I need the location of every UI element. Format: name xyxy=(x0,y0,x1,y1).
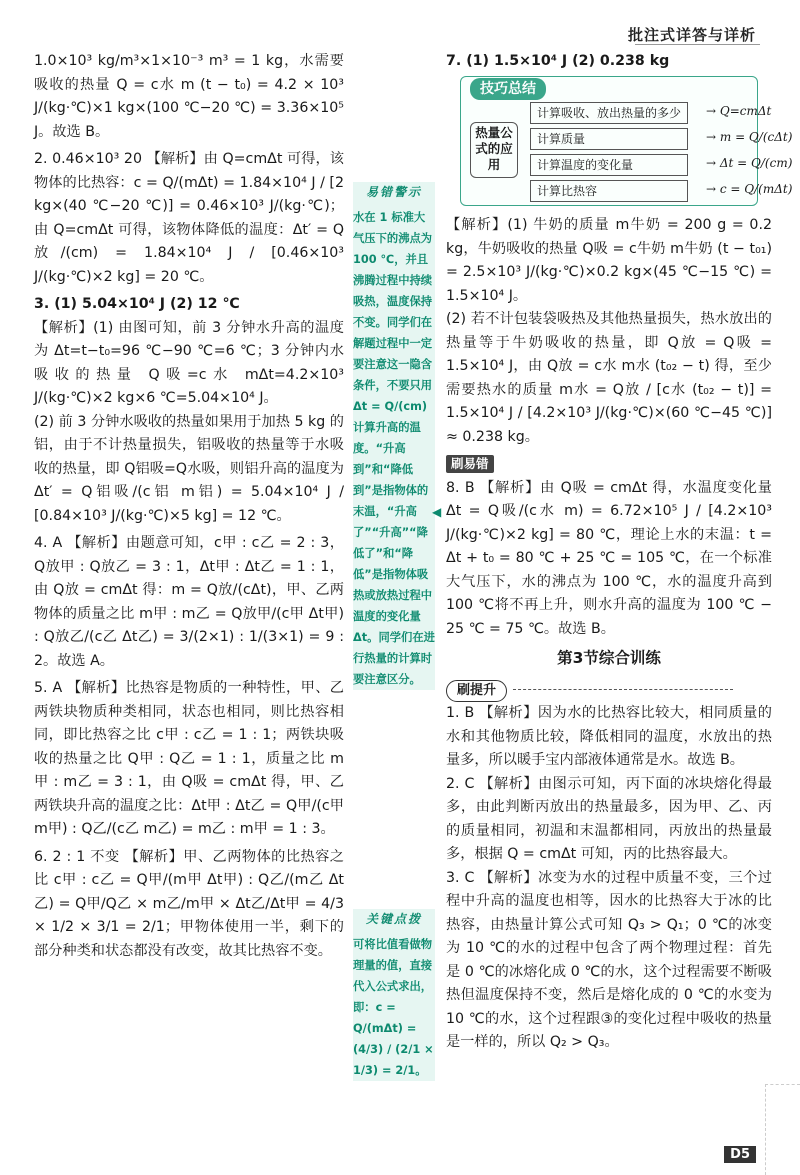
right-para-1: 【解析】(1) 牛奶的质量 m牛奶 = 200 g = 0.2 kg，牛奶吸收的热量 Q吸 = c牛奶 m牛奶 (t − t₀₁) = 2.5×10³ J/(kg·℃)×0.2 kg×(45 ℃−15 ℃) = 1.5×10⁴ J。 xyxy=(446,217,772,304)
brush-error-tag xyxy=(446,453,772,477)
right-para-4: 1. B 【解析】因为水的比热容比较大，相同质量的水和其他物质比较，降低相同的温度，水放出的热量多，所以暖手宝内部液体通常是水。故选 B。 xyxy=(446,705,772,768)
corner-decoration xyxy=(765,1084,800,1175)
right-column-top xyxy=(446,50,772,74)
skill-formula-temp: → Δt = Q/(cm) xyxy=(706,156,793,170)
skill-item-mass: 计算质量 xyxy=(530,128,688,150)
right-para-5: 2. C 【解析】由图示可知，丙下面的冰块熔化得最多，由此判断丙放出的热量最多，因为甲、乙、丙的质量相同，初温和末温都相同，丙放出的热量最多，根据 Q = cmΔt 可知，丙的比热容最大。 xyxy=(446,775,772,862)
skill-formula-heat: → Q=cmΔt xyxy=(706,104,772,118)
boost-header xyxy=(446,679,772,703)
skill-summary-title: 技巧总结 xyxy=(470,78,546,100)
skill-item-c: 计算比热容 xyxy=(530,180,688,202)
right-para-0: 7. (1) 1.5×10⁴ J (2) 0.238 kg xyxy=(446,53,670,69)
section-title: 第3节综合训练 xyxy=(557,649,661,667)
key-tip xyxy=(353,909,435,1081)
left-para-2: 3. (1) 5.04×10⁴ J (2) 12 ℃ xyxy=(34,296,240,312)
skill-main-node: 热量公式的应用 xyxy=(470,122,518,178)
header-rule xyxy=(635,44,760,45)
mistake-tip-head: 易错警示 xyxy=(365,185,422,199)
skill-formula-c: → c = Q/(mΔt) xyxy=(706,182,793,196)
header-title: 批注式详答与详析 xyxy=(627,26,756,44)
skill-item-temp: 计算温度的变化量 xyxy=(530,154,688,176)
mistake-tip-body: 水在 1 标准大气压下的沸点为 100 ℃，并且沸腾过程中持续吸热，温度保持不变。同学们在解题过程中一定要注意这一隐含条件，不要只用 Δt = Q/(cm) 计算升高的温度。“升高到”和“降低到”是指物体的末温，“升高了”“升高”“降低了”和“降低”是指物体吸热或放热过程中温度的变化量 Δt。同学们在进行热量的计算时要注意区分。 xyxy=(353,211,435,686)
boost-label: 刷提升 xyxy=(446,680,507,702)
left-para-4: (2) 前 3 分钟水吸收的热量如果用于加热 5 kg 的铝，由于不计热量损失，铝吸收的热量等于水吸收的热量，即 Q铝吸=Q水吸，则铝升高的温度为 Δt′ = Q铝吸/(c铝 m铝) = 5.04×10⁴ J / [0.84×10³ J/(kg·℃)×5 kg] = 12 ℃。 xyxy=(34,413,344,524)
tip-arrow-icon: ◀ xyxy=(432,505,442,519)
left-para-6: 5. A 【解析】比热容是物质的一种特性，甲、乙两铁块物质种类相同，状态也相同，则比热容相同，即比热容之比 c甲 : c乙 = 1 : 1；两铁块吸收的热量之比 Q甲 : Q乙 = 1 : 1，质量之比 m甲 : m乙 = 3 : 1，由 Q吸 = cmΔt 得，甲、乙两铁块升高的温度之比：Δt甲 : Δt乙 = Q甲/(c甲 m甲) : Q乙/(c乙 m乙) = m乙 : m甲 = 1 : 3。 xyxy=(34,680,344,837)
boost-divider xyxy=(513,689,733,690)
right-para-2: (2) 若不计包装袋吸热及其他热量损失，热水放出的热量等于牛奶吸收的热量，即 Q放 = Q吸 = 1.5×10⁴ J，由 Q放 = c水 m水 (t₀₂ − t) 得，至少需要热水的质量 m水 = Q放 / [c水 (t₀₂ − t)] = 1.5×10⁴ J / [4.2×10³ J/(kg·℃)×(60 ℃−45 ℃)] ≈ 0.238 kg。 xyxy=(446,311,772,445)
page-number: D5 xyxy=(724,1146,756,1163)
skill-formula-mass: → m = Q/(cΔt) xyxy=(706,130,793,144)
right-para-3: 8. B 【解析】由 Q吸 = cmΔt 得，水温度变化量 Δt = Q吸/(c水 m) = 6.72×10⁵ J / [4.2×10³ J/(kg·℃)×2 kg] = 80 ℃，理论上水的末温：t = Δt + t₀ = 80 ℃ + 25 ℃ = 105 ℃，在一个标准大气压下，水的沸点为 100 ℃，水的温度升高到 100 ℃将不再上升，则水升高的温度为 100 ℃ − 25 ℃ = 75 ℃。故选 B。 xyxy=(446,479,772,637)
left-para-5: 4. A 【解析】由题意可知，c甲 : c乙 = 2 : 3，Q放甲 : Q放乙 = 3 : 1，Δt甲 : Δt乙 = 1 : 1，由 Q放 = cmΔt 得：m = Q放/(cΔt)，甲、乙两物体的质量之比 m甲 : m乙 = Q放甲/(c甲 Δt甲) : Q放乙/(c乙 Δt乙) = 3/(2×1) : 1/(3×1) = 9 : 2。故选 A。 xyxy=(34,535,344,669)
left-para-0: 1.0×10³ kg/m³×1×10⁻³ m³ = 1 kg，水需要吸收的热量 Q = c水 m (t − t₀) = 4.2 × 10³ J/(kg·℃)×1 kg×(100 ℃−20 ℃) = 3.36×10⁵ J。故选 B。 xyxy=(34,53,344,140)
skill-item-heat: 计算吸收、放出热量的多少 xyxy=(530,102,688,124)
left-para-7: 6. 2 : 1 不变 【解析】甲、乙两物体的比热容之比 c甲 : c乙 = Q甲/(m甲 Δt甲) : Q乙/(m乙 Δt乙) = Q甲/Q乙 × m乙/m甲 × Δt乙/Δt甲 = 4/3 × 1/2 × 3/1 = 2/1；甲物体使用一半，剩下的部分种类和状态都没有改变，故其比热容不变。 xyxy=(34,848,344,959)
left-para-1: 2. 0.46×10³ 20 【解析】由 Q=cmΔt 可得，该物体的比热容：c = Q/(mΔt) = 1.84×10⁴ J / [2 kg×(40 ℃−20 ℃)] = 0.46×10³ J/(kg·℃)；由 Q=cmΔt 可得，该物体降低的温度：Δt′ = Q放/(cm) = 1.84×10⁴ J / [0.46×10³ J/(kg·℃)×2 kg] = 20 ℃。 xyxy=(34,151,344,285)
right-column xyxy=(446,214,772,1055)
mistake-tip xyxy=(353,182,435,690)
left-para-3: 【解析】(1) 由图可知，前 3 分钟水升高的温度为 Δt=t−t₀=96 ℃−90 ℃=6 ℃；3 分钟内水吸收的热量 Q吸=c水 mΔt=4.2×10³ J/(kg·℃)×2 kg×6 ℃=5.04×10⁴ J。 xyxy=(34,319,344,406)
key-tip-body: 可将比值看做物理量的值，直接代入公式求出，即：c = Q/(mΔt) = (4/3) / (2/1 × 1/3) = 2/1。 xyxy=(353,938,434,1077)
brush-error-label: 刷易错 xyxy=(446,455,494,473)
right-para-6: 3. C 【解析】冰变为水的过程中质量不变，三个过程中升高的温度也相等，因水的比热容大于冰的比热容，由热量计算公式可知 Q₃ > Q₁；0 ℃的冰变为 10 ℃的水的过程中包含了两个物理过程：首先是 0 ℃的冰熔化成 0 ℃的水，这个过程需要不断吸热但温度保持不变，然后是熔化成的 0 ℃的水变为 10 ℃的水，这个过程跟③的变化过程中吸收的热量是一样的，所以 Q₂ > Q₃。 xyxy=(446,869,772,1050)
key-tip-head: 关键点拨 xyxy=(365,912,422,926)
left-column xyxy=(34,50,344,963)
